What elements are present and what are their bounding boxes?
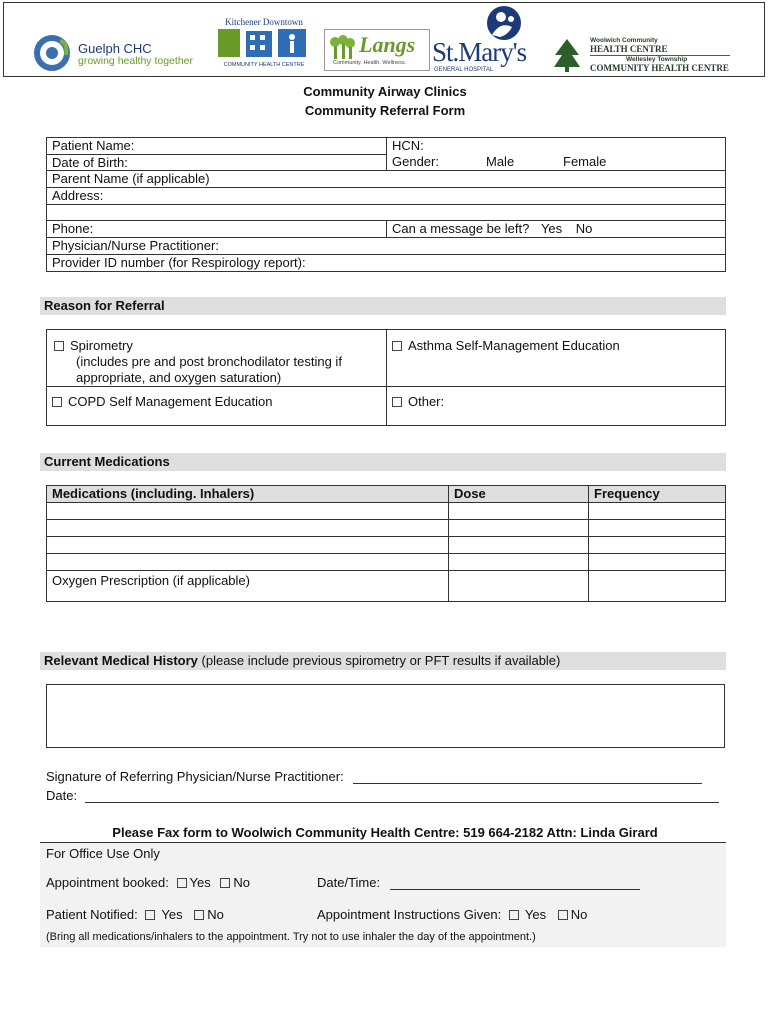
- other-checkbox[interactable]: [392, 397, 402, 407]
- woolwich-line1: Woolwich Community: [590, 37, 658, 44]
- fax-instructions: Please Fax form to Woolwich Community Health Centre: 519 664-2182 Attn: Linda Girard: [112, 825, 658, 840]
- frequency-column-header: Frequency: [589, 486, 726, 503]
- appointment-booked-row: [46, 875, 250, 890]
- langs-name: Langs: [359, 32, 416, 57]
- copd-checkbox[interactable]: [52, 397, 62, 407]
- gender-label: Gender:: [392, 154, 439, 169]
- langs-tagline: Community. Health. Wellness.: [333, 60, 407, 66]
- kitchener-logo: [214, 17, 314, 71]
- notified-yes-checkbox[interactable]: [145, 910, 155, 920]
- instructions-yes-checkbox[interactable]: [509, 910, 519, 920]
- instructions-given-row: [317, 907, 587, 922]
- appointment-no-checkbox[interactable]: [220, 878, 230, 888]
- spirometry-note-1: (includes pre and post bronchodilator testing if: [76, 354, 342, 369]
- woolwich-line3: Wellesley Township: [626, 56, 688, 63]
- gender-male-option[interactable]: Male: [486, 154, 515, 169]
- signature-line[interactable]: [353, 771, 702, 784]
- medications-column-header: Medications (including. Inhalers): [47, 486, 449, 503]
- asthma-checkbox[interactable]: [392, 341, 402, 351]
- patient-notified-row: [46, 907, 224, 922]
- copd-cell: [47, 387, 387, 426]
- reason-for-referral-heading: Reason for Referral: [40, 297, 726, 315]
- office-use-heading: For Office Use Only: [46, 846, 160, 861]
- hcn-gender-cell: [387, 138, 726, 171]
- medications-table: [46, 485, 726, 602]
- spirometry-note-2: appropriate, and oxygen saturation): [76, 370, 282, 385]
- notified-no-label: No: [207, 907, 224, 922]
- asthma-cell: [387, 330, 726, 387]
- signature-label: Signature of Referring Physician/Nurse Practitioner:: [46, 769, 344, 784]
- date-line[interactable]: [85, 790, 719, 803]
- medication-row: [47, 537, 726, 554]
- phone-field[interactable]: Phone:: [47, 221, 387, 238]
- spirometry-checkbox[interactable]: [54, 341, 64, 351]
- st-marys-logo: [432, 5, 542, 75]
- woolwich-line2: HEALTH CENTRE: [590, 44, 668, 54]
- datetime-row: [317, 875, 640, 890]
- kitchener-building-icon: [214, 27, 310, 59]
- office-note: (Bring all medications/inhalers to the appointment. Try not to use inhaler the day of the appointment.): [46, 931, 536, 943]
- appointment-no-label: No: [233, 875, 250, 890]
- dob-field[interactable]: Date of Birth:: [47, 154, 387, 171]
- medication-row: [47, 554, 726, 571]
- dose-column-header: Dose: [449, 486, 589, 503]
- langs-logo: [324, 29, 430, 71]
- medical-history-note: (please include previous spirometry or PFT results if available): [201, 653, 561, 668]
- message-left-cell: [387, 221, 726, 238]
- appointment-booked-label: Appointment booked:: [46, 875, 169, 890]
- kitchener-title: Kitchener Downtown: [225, 17, 303, 27]
- medical-history-title: Relevant Medical History: [44, 653, 198, 668]
- st-marys-name: St.Mary's: [432, 37, 527, 67]
- woolwich-tree-icon: [552, 37, 582, 73]
- medical-history-box[interactable]: [46, 684, 725, 748]
- notified-no-checkbox[interactable]: [194, 910, 204, 920]
- patient-info-table: [46, 137, 726, 272]
- notified-yes-label: Yes: [161, 907, 183, 922]
- guelph-tagline: growing healthy together: [78, 55, 193, 67]
- form-title-line1: Community Airway Clinics: [303, 84, 467, 99]
- medication-row: [47, 520, 726, 537]
- physician-field[interactable]: Physician/Nurse Practitioner:: [47, 238, 726, 255]
- other-cell: [387, 387, 726, 426]
- appointment-yes-label: Yes: [189, 875, 211, 890]
- gender-female-option[interactable]: Female: [563, 154, 607, 169]
- oxygen-prescription-field[interactable]: Oxygen Prescription (if applicable): [47, 571, 449, 602]
- st-marys-emblem-icon: [482, 5, 526, 41]
- medical-history-heading: [40, 652, 726, 670]
- gender-row: [392, 154, 720, 170]
- patient-notified-label: Patient Notified:: [46, 907, 138, 922]
- message-no-option[interactable]: No: [575, 221, 593, 236]
- spirometry-cell: [47, 330, 387, 387]
- st-marys-subtitle: GENERAL HOSPITAL: [434, 67, 494, 73]
- guelph-name: Guelph CHC: [78, 41, 152, 56]
- hcn-field[interactable]: HCN:: [392, 138, 424, 153]
- instructions-no-label: No: [570, 907, 588, 922]
- kitchener-subtitle: COMMUNITY HEALTH CENTRE: [223, 62, 305, 68]
- date-label: Date:: [46, 788, 78, 803]
- address-field[interactable]: Address:: [47, 188, 726, 205]
- logo-header: [3, 2, 765, 77]
- other-label: Other:: [408, 394, 445, 409]
- form-title-line2: Community Referral Form: [304, 103, 466, 118]
- langs-tree-icon: [329, 34, 355, 60]
- message-yes-option[interactable]: Yes: [540, 221, 563, 236]
- woolwich-line4: COMMUNITY HEALTH CENTRE: [590, 63, 729, 73]
- datetime-line[interactable]: [390, 877, 640, 890]
- guelph-logo-icon: [34, 33, 74, 75]
- referral-table: [46, 329, 726, 426]
- spirometry-label: Spirometry: [70, 338, 133, 353]
- asthma-label: Asthma Self-Management Education: [408, 338, 620, 353]
- message-left-label: Can a message be left?: [392, 221, 530, 236]
- guelph-chc-logo: [34, 33, 214, 75]
- current-medications-heading: Current Medications: [40, 453, 726, 471]
- medication-row: [47, 503, 726, 520]
- instructions-no-checkbox[interactable]: [558, 910, 568, 920]
- provider-id-field[interactable]: Provider ID number (for Respirology report):: [47, 255, 726, 272]
- woolwich-logo: [552, 37, 742, 77]
- date-row: [46, 788, 719, 803]
- instructions-yes-label: Yes: [524, 907, 547, 922]
- instructions-given-label: Appointment Instructions Given:: [317, 907, 502, 922]
- patient-name-field[interactable]: Patient Name:: [47, 138, 387, 155]
- copd-label: COPD Self Management Education: [68, 394, 273, 409]
- datetime-label: Date/Time:: [317, 875, 381, 890]
- signature-row: [46, 769, 702, 784]
- parent-name-field[interactable]: Parent Name (if applicable): [47, 171, 726, 188]
- appointment-yes-checkbox[interactable]: [177, 878, 187, 888]
- address-line-2[interactable]: [47, 205, 726, 221]
